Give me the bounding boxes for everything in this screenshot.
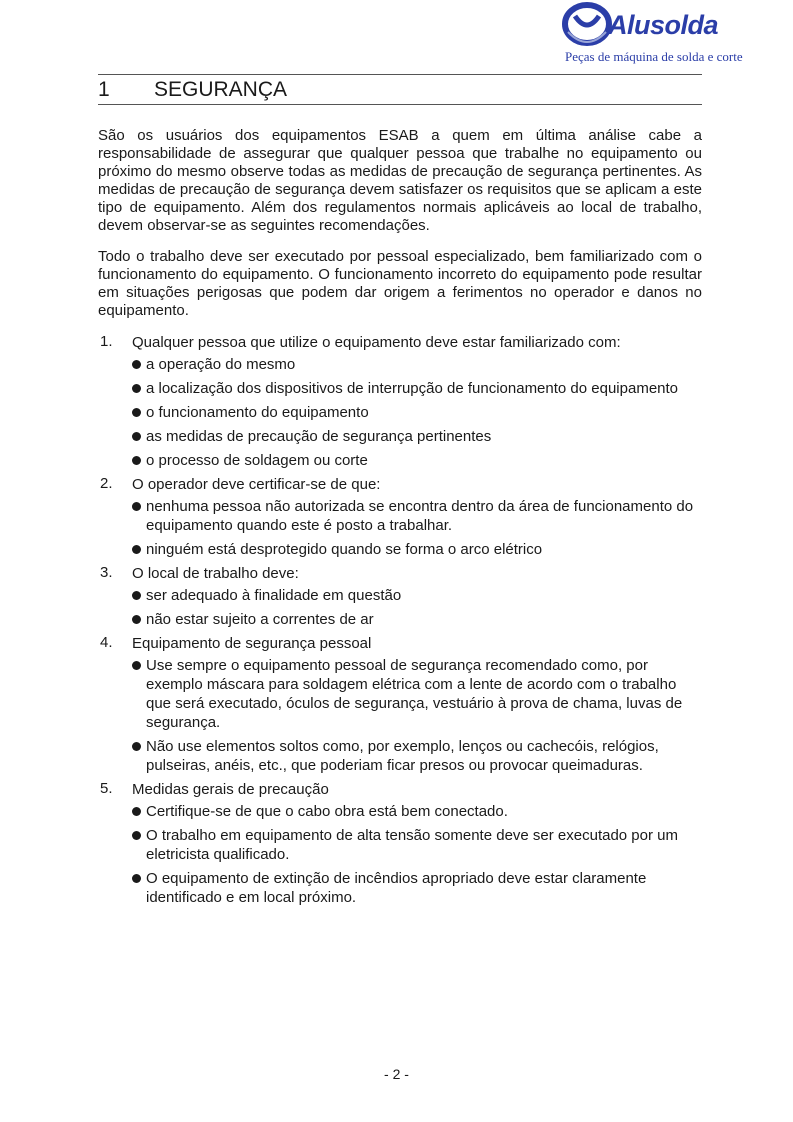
logo-tagline: Peças de máquina de solda e corte — [565, 49, 743, 64]
item-number: 4. — [100, 634, 113, 651]
section-heading — [98, 78, 287, 102]
bullet-item: Não use elementos soltos como, por exemplo, lenços ou cachecóis, relógios, pulseiras, anéis, etc., que poderiam ficar presos ou provocar queimaduras. — [132, 737, 702, 775]
bullet-item: O equipamento de extinção de incêndios apropriado deve estar claramente identificado e em local próximo. — [132, 869, 702, 907]
item-number: 5. — [100, 780, 113, 797]
bullet-dot-icon — [132, 742, 141, 751]
bullet-item: ninguém está desprotegido quando se forma o arco elétrico — [132, 540, 702, 559]
bullet-dot-icon — [132, 807, 141, 816]
list-item — [98, 333, 702, 470]
bullet-item: Certifique-se de que o cabo obra está bem conectado. — [132, 802, 702, 821]
safety-list — [98, 333, 702, 907]
intro-paragraph: São os usuários dos equipamentos ESAB a quem em última análise cabe a responsabilidade de assegurar que qualquer pessoa que trabalhe no equipamento ou próximo do mesmo observe todas as medidas de precaução de segurança pertinentes. As medidas de precaução de segurança devem satisfazer os requisitos que se aplicam a este tipo de equipamento. Além dos regulamentos normais aplicáveis ao local de trabalho, devem observar-se as seguintes recomendações. — [98, 127, 702, 234]
bullet-dot-icon — [132, 615, 141, 624]
item-text: Qualquer pessoa que utilize o equipamento deve estar familiarizado com: — [132, 334, 621, 351]
bullet-item: não estar sujeito a correntes de ar — [132, 610, 702, 629]
heading-rule-bottom — [98, 104, 702, 105]
list-item — [98, 564, 702, 629]
section-title: SEGURANÇA — [154, 78, 288, 101]
bullet-dot-icon — [132, 661, 141, 670]
bullet-list — [132, 586, 702, 629]
bullet-item: o processo de soldagem ou corte — [132, 451, 702, 470]
bullet-list — [132, 802, 702, 907]
bullet-dot-icon — [132, 408, 141, 417]
document-body — [98, 127, 702, 912]
bullet-item: O trabalho em equipamento de alta tensão somente deve ser executado por um eletricista qualificado. — [132, 826, 702, 864]
list-item — [98, 780, 702, 907]
bullet-dot-icon — [132, 360, 141, 369]
bullet-list — [132, 656, 702, 775]
bullet-item: ser adequado à finalidade em questão — [132, 586, 702, 605]
item-number: 1. — [100, 333, 113, 350]
bullet-dot-icon — [132, 384, 141, 393]
section-number: 1 — [98, 78, 110, 101]
alusolda-logo-icon — [562, 2, 612, 48]
bullet-item: a localização dos dispositivos de interrupção de funcionamento do equipamento — [132, 379, 702, 398]
bullet-dot-icon — [132, 591, 141, 600]
bullet-dot-icon — [132, 456, 141, 465]
bullet-item: a operação do mesmo — [132, 355, 702, 374]
item-number: 3. — [100, 564, 113, 581]
item-text: O operador deve certificar-se de que: — [132, 476, 381, 493]
bullet-item: o funcionamento do equipamento — [132, 403, 702, 422]
bullet-item: Use sempre o equipamento pessoal de segurança recomendado como, por exemplo máscara para soldagem elétrica com a lente de acordo com o trabalho que será executado, óculos de segurança, vestuário à prova de chama, luvas de segurança. — [132, 656, 702, 732]
bullet-item: as medidas de precaução de segurança pertinentes — [132, 427, 702, 446]
item-text: Medidas gerais de precaução — [132, 781, 329, 798]
bullet-dot-icon — [132, 545, 141, 554]
bullet-dot-icon — [132, 432, 141, 441]
item-text: Equipamento de segurança pessoal — [132, 635, 372, 652]
logo-brand: Alusolda — [608, 10, 719, 40]
list-item — [98, 475, 702, 559]
bullet-list — [132, 497, 702, 559]
page-number: - 2 - — [384, 1066, 409, 1082]
list-item — [98, 634, 702, 775]
item-text: O local de trabalho deve: — [132, 565, 299, 582]
bullet-item: nenhuma pessoa não autorizada se encontra dentro da área de funcionamento do equipamento quando este é posto a trabalhar. — [132, 497, 702, 535]
bullet-list — [132, 355, 702, 470]
heading-rule-top — [98, 74, 702, 75]
intro-paragraph: Todo o trabalho deve ser executado por pessoal especializado, bem familiarizado com o funcionamento do equipamento. O funcionamento incorreto do equipamento pode resultar em situações perigosas que podem dar origem a ferimentos no operador e danos no equipamento. — [98, 248, 702, 319]
alusolda-logo — [562, 2, 743, 66]
bullet-dot-icon — [132, 874, 141, 883]
item-number: 2. — [100, 475, 113, 492]
bullet-dot-icon — [132, 831, 141, 840]
bullet-dot-icon — [132, 502, 141, 511]
